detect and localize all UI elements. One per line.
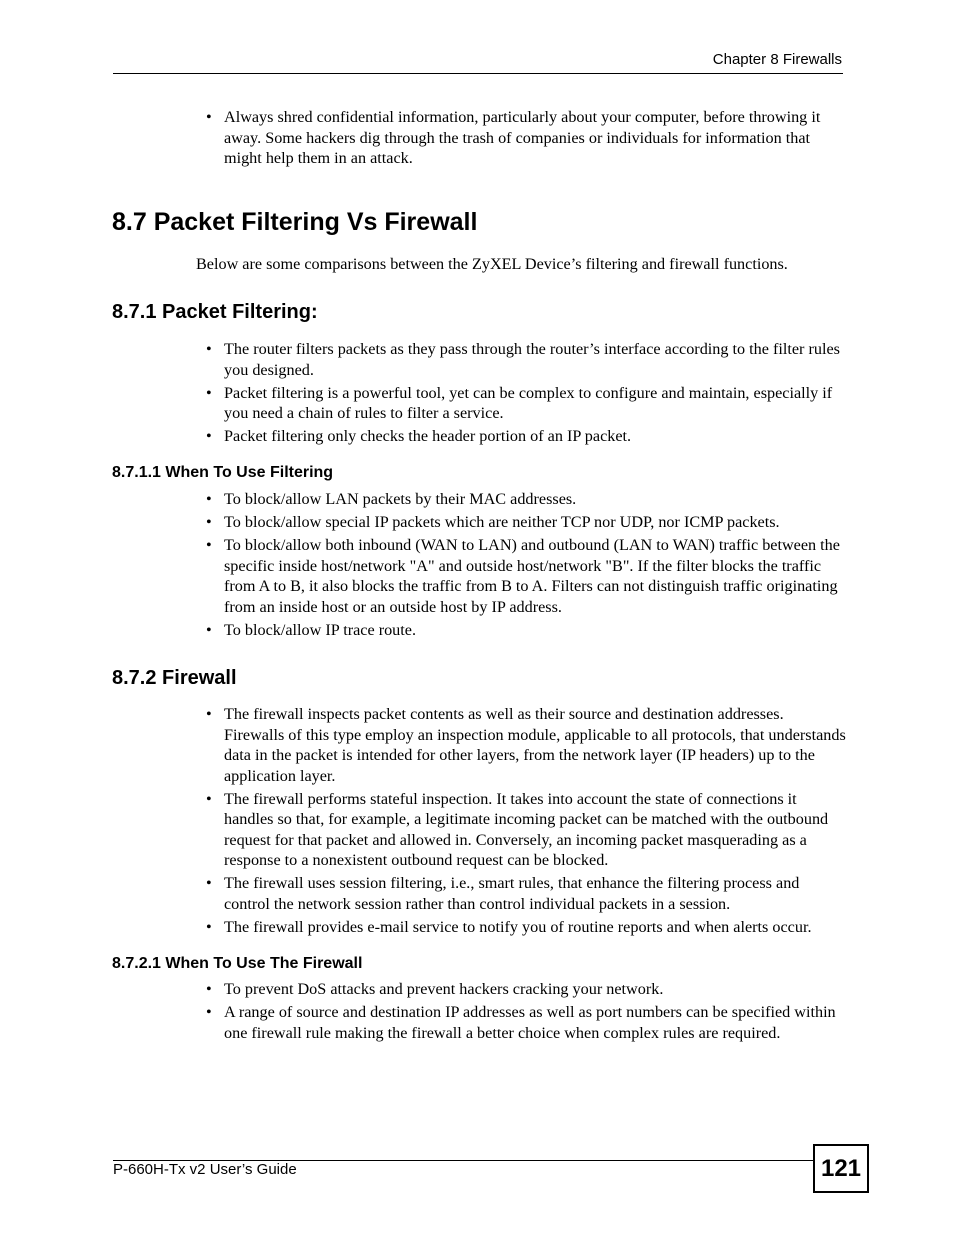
section-8-7-2-title: 8.7.2 Firewall (112, 667, 237, 689)
list-item: • The firewall provides e-mail service to notify you of routine reports and when alerts occur. (206, 917, 846, 938)
page-number: 121 (813, 1144, 869, 1193)
list-item: • The router filters packets as they pass through the router’s interface according to the filter rules you designed. (206, 339, 846, 380)
list-item: • A range of source and destination IP addresses as well as port numbers can be specified within one firewall rule making the firewall a better choice when complex rules are required. (206, 1002, 846, 1043)
chapter-header: Chapter 8 Firewalls (712, 51, 842, 68)
guide-title: P-660H-Tx v2 User’s Guide (113, 1161, 297, 1178)
list-item: • Packet filtering only checks the header portion of an IP packet. (206, 426, 846, 447)
header-rule (113, 73, 843, 74)
list-item: • To prevent DoS attacks and prevent hackers cracking your network. (206, 979, 846, 1000)
list-item: • To block/allow both inbound (WAN to LAN) and outbound (LAN to WAN) traffic between the specific inside host/network "A" and outside host/network "B". If the filter blocks the traffic from A to B, it also blocks the traffic from B to A. Filters can not distinguish traffic originating from an inside host or an outside host by IP address. (206, 535, 846, 617)
list-item: • To block/allow LAN packets by their MAC addresses. (206, 489, 846, 510)
section-8-7-2-1-title: 8.7.2.1 When To Use The Firewall (112, 955, 363, 972)
section-8-7-intro: Below are some comparisons between the ZyXEL Device’s filtering and firewall functions. (196, 255, 788, 273)
list-item: • Packet filtering is a powerful tool, yet can be complex to configure and maintain, especially if you need a chain of rules to filter a service. (206, 383, 846, 424)
list-item: • The firewall inspects packet contents as well as their source and destination addresses. Firewalls of this type employ an inspection module, applicable to all protocols, that understands data in the packet is intended for other layers, from the network layer (IP headers) up to the application layer. (206, 704, 846, 786)
when-to-use-firewall-list (206, 979, 846, 1046)
when-to-use-filtering-list (206, 489, 846, 643)
list-item: • To block/allow IP trace route. (206, 620, 846, 641)
list-item: • Always shred confidential information, particularly about your computer, before throwing it away. Some hackers dig through the trash of companies or individuals for information that might help them in an attack. (206, 107, 846, 169)
top-bullet-list (206, 107, 846, 171)
list-item: • To block/allow special IP packets which are neither TCP nor UDP, nor ICMP packets. (206, 512, 846, 533)
firewall-list (206, 704, 846, 940)
list-item: • The firewall performs stateful inspection. It takes into account the state of connections it handles so that, for example, a legitimate incoming packet can be matched with the outbound request for that packet and allowed in. Conversely, an incoming packet masquerading as a response to a nonexistent outbound request can be blocked. (206, 789, 846, 871)
section-8-7-1-title: 8.7.1 Packet Filtering: (112, 301, 318, 323)
list-item: • The firewall uses session filtering, i.e., smart rules, that enhance the filtering process and control the network session rather than control individual packets in a session. (206, 873, 846, 914)
section-8-7-title: 8.7 Packet Filtering Vs Firewall (112, 208, 478, 236)
packet-filtering-list (206, 339, 846, 449)
section-8-7-1-1-title: 8.7.1.1 When To Use Filtering (112, 464, 334, 481)
